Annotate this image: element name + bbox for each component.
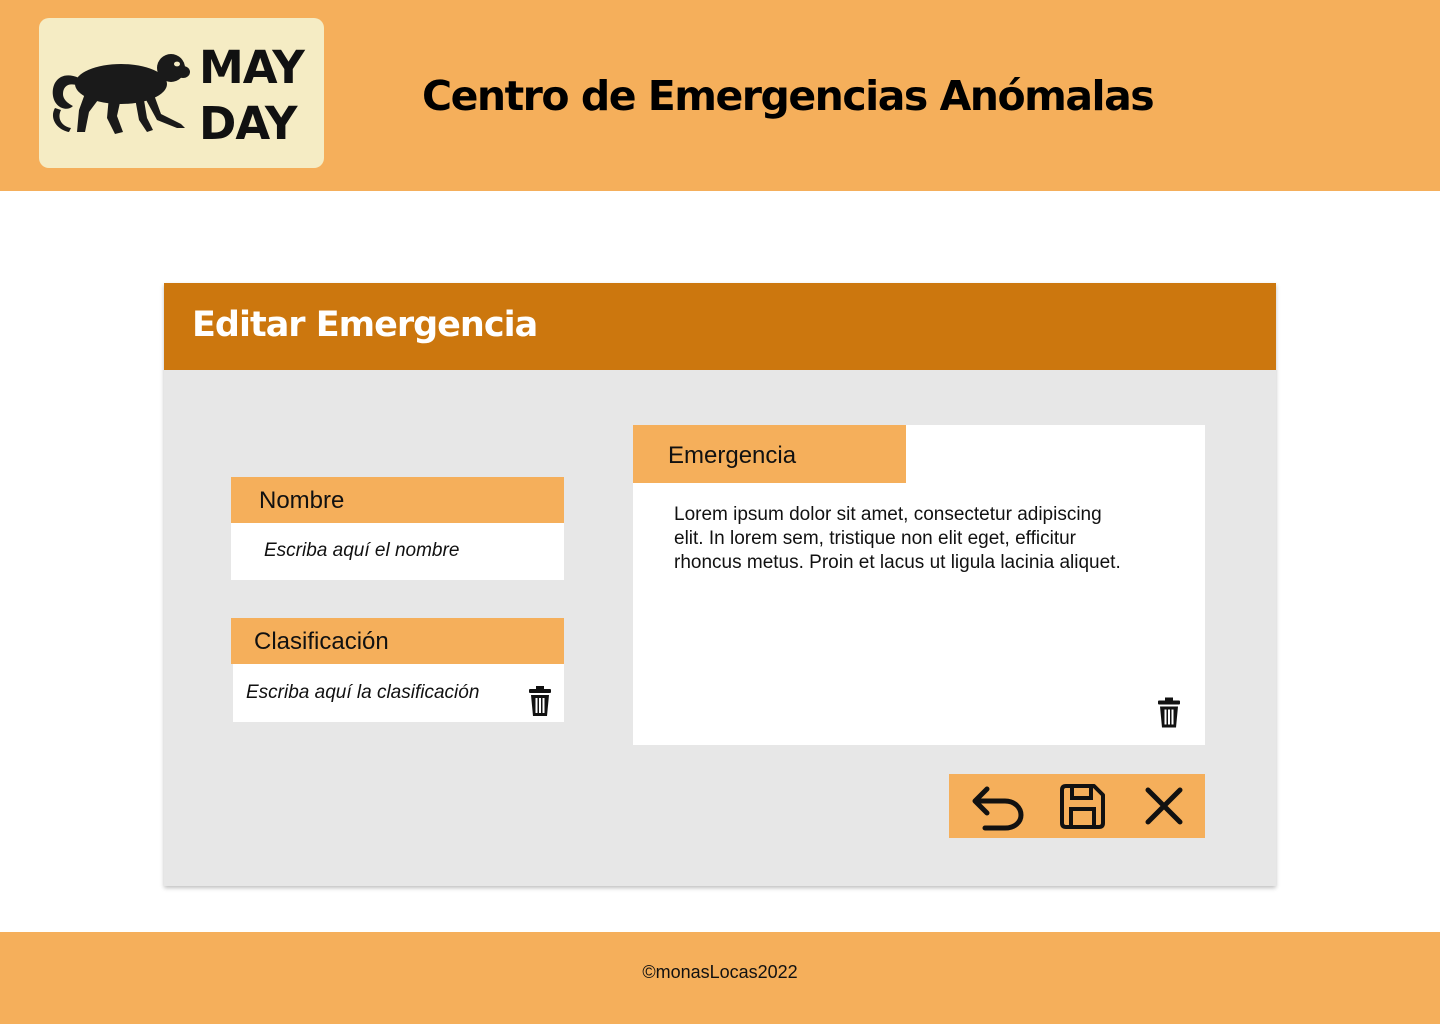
- card-title: Editar Emergencia: [192, 305, 538, 345]
- clasificacion-field-box: [233, 664, 564, 722]
- edit-emergency-card: [164, 283, 1276, 886]
- clasificacion-label-box: [231, 618, 564, 664]
- close-button[interactable]: [1129, 774, 1199, 838]
- nombre-label-box: [231, 477, 564, 523]
- close-icon: [1143, 785, 1185, 827]
- logo-line-1: MAY: [199, 41, 304, 94]
- nombre-field-box: [231, 523, 564, 580]
- logo-text: [199, 40, 304, 152]
- monkey-icon: [43, 48, 195, 140]
- trash-icon[interactable]: [529, 686, 551, 716]
- nombre-input[interactable]: [264, 540, 554, 562]
- logo-line-2: DAY: [199, 97, 297, 150]
- app-footer: [0, 932, 1440, 1024]
- trash-icon[interactable]: [1158, 696, 1180, 729]
- action-bar: [949, 774, 1205, 838]
- nombre-label: Nombre: [259, 487, 345, 514]
- emergencia-panel: [633, 425, 1205, 745]
- undo-icon: [971, 781, 1025, 831]
- undo-button[interactable]: [963, 774, 1033, 838]
- mayday-logo[interactable]: [39, 18, 324, 168]
- app-title: Centro de Emergencias Anómalas: [422, 72, 1154, 120]
- save-button[interactable]: [1047, 774, 1117, 838]
- save-icon: [1057, 781, 1107, 831]
- emergencia-textarea[interactable]: Lorem ipsum dolor sit amet, consectetur adipiscing elit. In lorem sem, tristique non elit eget, efficitur rhoncus metus. Proin et lacus ut ligula lacinia aliquet.: [674, 504, 1121, 573]
- clasificacion-input[interactable]: [246, 682, 516, 704]
- emergencia-label: Emergencia: [668, 442, 797, 469]
- copyright-text: ©monasLocas2022: [642, 962, 798, 982]
- emergencia-label-box: [633, 425, 906, 483]
- clasificacion-label: Clasificación: [254, 628, 389, 655]
- card-header: [164, 283, 1276, 370]
- app-header: [0, 0, 1440, 191]
